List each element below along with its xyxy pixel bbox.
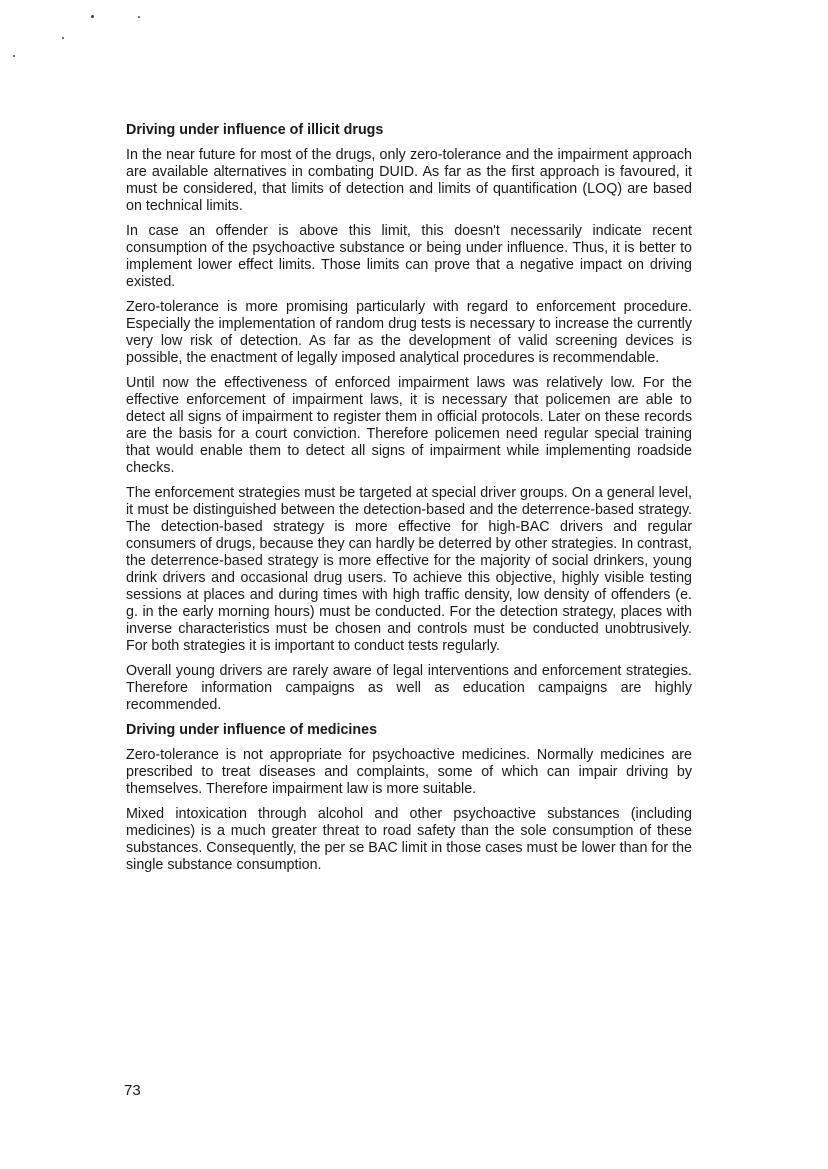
paragraph: Zero-tolerance is not appropriate for psychoactive medicines. Normally medicines are prescribed to treat diseases and complaints, some of which can impair driving by themselves. Therefore impairment law is more suitable. — [126, 747, 692, 797]
paragraph: Mixed intoxication through alcohol and other psychoactive substances (including medicines) is a much greater threat to road safety than the sole consumption of these substances. Consequently, the per se BAC limit in those cases must be lower than for the single substance consumption. — [126, 806, 692, 873]
page-number: 73 — [124, 1082, 141, 1099]
paragraph: The enforcement strategies must be targeted at special driver groups. On a general level, it must be distinguished between the detection-based and the deterrence-based strategy. The detection-based strategy is more effective for high-BAC drivers and regular consumers of drugs, because they can hardly be deterred by other strategies. In contrast, the deterrence-based strategy is more effective for the majority of social drinkers, young drink drivers and occasional drug users. To achieve this objective, highly visible testing sessions at places and during times with high traffic density, low density of offenders (e. g. in the early morning hours) must be conducted. For the detection strategy, places with inverse characteristics must be chosen and controls must be conducted unobtrusively. For both strategies it is important to conduct tests regularly. — [126, 485, 692, 654]
scan-speck — [13, 55, 15, 57]
section-heading: Driving under influence of medicines — [126, 722, 378, 738]
paragraph: Overall young drivers are rarely aware of legal interventions and enforcement strategies. Therefore information campaigns as well as education campaigns are highly recommended. — [126, 663, 692, 713]
paragraph: Zero-tolerance is more promising particularly with regard to enforcement procedure. Especially the implementation of random drug tests is necessary to increase the currently very low risk of detection. As far as the development of valid screening devices is possible, the enactment of legally imposed analytical procedures is recommendable. — [126, 299, 692, 366]
paragraph: In case an offender is above this limit, this doesn't necessarily indicate recent consumption of the psychoactive substance or being under influence. Thus, it is better to implement lower effect limits. Those limits can prove that a negative impact on driving existed. — [126, 223, 692, 290]
section-medicines — [126, 722, 692, 874]
paragraph: Until now the effectiveness of enforced impairment laws was relatively low. For the effective enforcement of impairment laws, it is necessary that policemen are able to detect all signs of impairment to register them in official protocols. Later on these records are the basis for a court conviction. Therefore policemen need regular special training that would enable them to detect all signs of impairment while implementing roadside checks. — [126, 375, 692, 476]
scan-speck — [62, 37, 64, 39]
page-content — [126, 122, 692, 882]
scan-speck — [91, 15, 94, 18]
scan-speck — [138, 16, 140, 18]
section-illicit-drugs — [126, 122, 692, 714]
section-heading: Driving under influence of illicit drugs — [126, 122, 384, 138]
paragraph: In the near future for most of the drugs, only zero-tolerance and the impairment approach are available alternatives in combating DUID. As far as the first approach is favoured, it must be considered, that limits of detection and limits of quantification (LOQ) are based on technical limits. — [126, 147, 692, 214]
